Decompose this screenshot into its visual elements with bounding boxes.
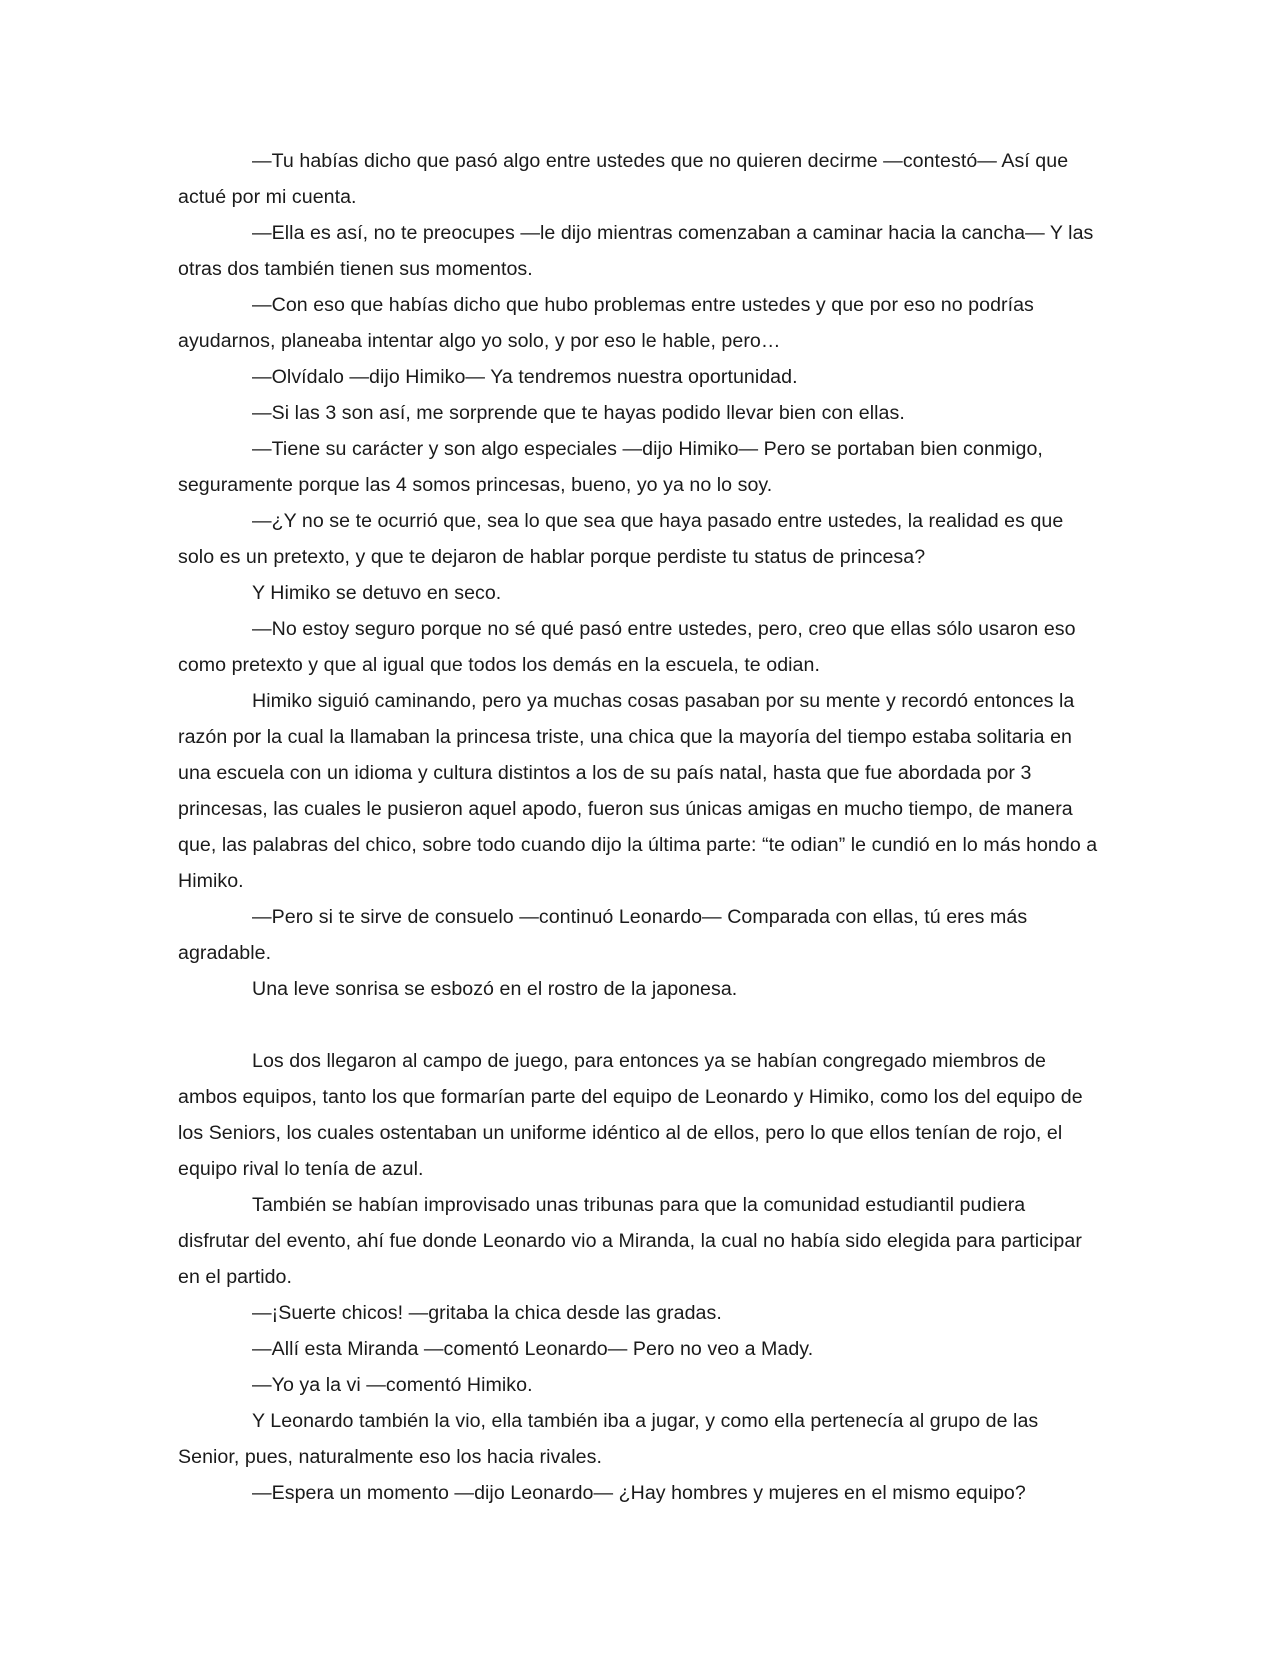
document-page xyxy=(178,143,1098,1511)
paragraph: Himiko siguió caminando, pero ya muchas cosas pasaban por su mente y recordó entonces la razón por la cual la llamaban la princesa triste, una chica que la mayoría del tiempo estaba solitaria en una escuela con un idioma y cultura distintos a los de su país natal, hasta que fue abordada por 3 princesas, las cuales le pusieron aquel apodo, fueron sus únicas amigas en mucho tiempo, de manera que, las palabras del chico, sobre todo cuando dijo la última parte: “te odian” le cundió en lo más hondo a Himiko. xyxy=(178,690,1098,892)
paragraph: —Pero si te sirve de consuelo —continuó Leonardo— Comparada con ellas, tú eres más agradable. xyxy=(178,906,1028,964)
paragraph: Y Leonardo también la vio, ella también iba a jugar, y como ella pertenecía al grupo de las Senior, pues, naturalmente eso los hacia rivales. xyxy=(178,1410,1039,1468)
section-break xyxy=(178,1007,1098,1043)
paragraph: —Olvídalo —dijo Himiko— Ya tendremos nuestra oportunidad. xyxy=(252,366,798,388)
paragraph: —Tu habías dicho que pasó algo entre ustedes que no quieren decirme —contestó— Así que actué por mi cuenta. xyxy=(178,150,1069,208)
paragraph: Una leve sonrisa se esbozó en el rostro de la japonesa. xyxy=(252,978,738,1000)
paragraph: —Allí esta Miranda —comentó Leonardo— Pero no veo a Mady. xyxy=(252,1338,814,1360)
paragraph: —¡Suerte chicos! —gritaba la chica desde las gradas. xyxy=(252,1302,722,1324)
paragraph: También se habían improvisado unas tribunas para que la comunidad estudiantil pudiera disfrutar del evento, ahí fue donde Leonardo vio a Miranda, la cual no había sido elegida para participar en el partido. xyxy=(178,1194,1082,1288)
paragraph: —Con eso que habías dicho que hubo problemas entre ustedes y que por eso no podrías ayudarnos, planeaba intentar algo yo solo, y por eso le hable, pero… xyxy=(178,294,1034,352)
paragraph: —Si las 3 son así, me sorprende que te hayas podido llevar bien con ellas. xyxy=(252,402,905,424)
paragraph: —¿Y no se te ocurrió que, sea lo que sea que haya pasado entre ustedes, la realidad es que solo es un pretexto, y que te dejaron de hablar porque perdiste tu status de princesa? xyxy=(178,510,1064,568)
paragraph: —Ella es así, no te preocupes —le dijo mientras comenzaban a caminar hacia la cancha— Y las otras dos también tienen sus momentos. xyxy=(178,222,1094,280)
paragraph: —Espera un momento —dijo Leonardo— ¿Hay hombres y mujeres en el mismo equipo? xyxy=(252,1482,1026,1504)
paragraph: Y Himiko se detuvo en seco. xyxy=(252,582,502,604)
paragraph: —No estoy seguro porque no sé qué pasó entre ustedes, pero, creo que ellas sólo usaron eso como pretexto y que al igual que todos los demás en la escuela, te odian. xyxy=(178,618,1076,676)
paragraph: —Yo ya la vi —comentó Himiko. xyxy=(252,1374,533,1396)
paragraph: Los dos llegaron al campo de juego, para entonces ya se habían congregado miembros de ambos equipos, tanto los que formarían parte del equipo de Leonardo y Himiko, como los del equipo de los Seniors, los cuales ostentaban un uniforme idéntico al de ellos, pero lo que ellos tenían de rojo, el equipo rival lo tenía de azul. xyxy=(178,1050,1083,1180)
paragraph: —Tiene su carácter y son algo especiales —dijo Himiko— Pero se portaban bien conmigo, seguramente porque las 4 somos princesas, bueno, yo ya no lo soy. xyxy=(178,438,1043,496)
